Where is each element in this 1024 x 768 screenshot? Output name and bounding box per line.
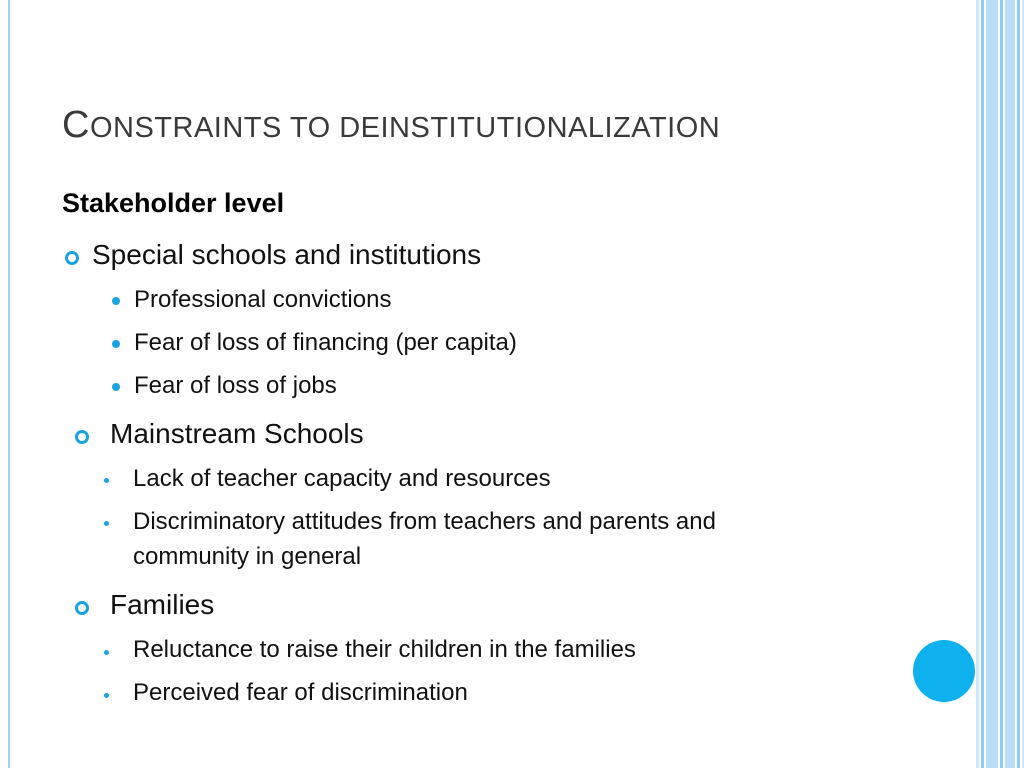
- list-item-continuation: community in general: [133, 543, 362, 570]
- list-item: Discriminatory attitudes from teachers and parents and: [133, 508, 716, 535]
- right-decorative-stripes: [976, 0, 1024, 768]
- dot-bullet-icon: [104, 521, 109, 526]
- group-label: Mainstream Schools: [110, 418, 364, 449]
- list-item: Perceived fear of discrimination: [133, 679, 468, 706]
- ring-bullet-icon: [75, 601, 89, 615]
- dot-bullet-icon: [112, 383, 120, 391]
- group-label: Families: [110, 589, 215, 620]
- ring-bullet-icon: [65, 251, 79, 265]
- dot-bullet-icon: [112, 297, 120, 305]
- list-item: Professional convictions: [134, 286, 392, 313]
- list-item: Reluctance to raise their children in the families: [133, 636, 636, 663]
- decorative-circle: [913, 640, 975, 702]
- section-heading: Stakeholder level: [62, 188, 285, 218]
- dot-bullet-icon: [112, 340, 120, 348]
- dot-bullet-icon: [104, 693, 109, 698]
- list-item: Fear of loss of financing (per capita): [134, 329, 517, 356]
- group-label: Special schools and institutions: [92, 239, 482, 270]
- dot-bullet-icon: [104, 478, 109, 483]
- dot-bullet-icon: [104, 650, 109, 655]
- list-item: Lack of teacher capacity and resources: [133, 465, 551, 492]
- ring-bullet-icon: [75, 430, 89, 444]
- left-border-line: [8, 0, 10, 768]
- slide-title: CONSTRAINTS TO DEINSTITUTIONALIZATION: [62, 104, 721, 146]
- list-item: Fear of loss of jobs: [134, 372, 337, 399]
